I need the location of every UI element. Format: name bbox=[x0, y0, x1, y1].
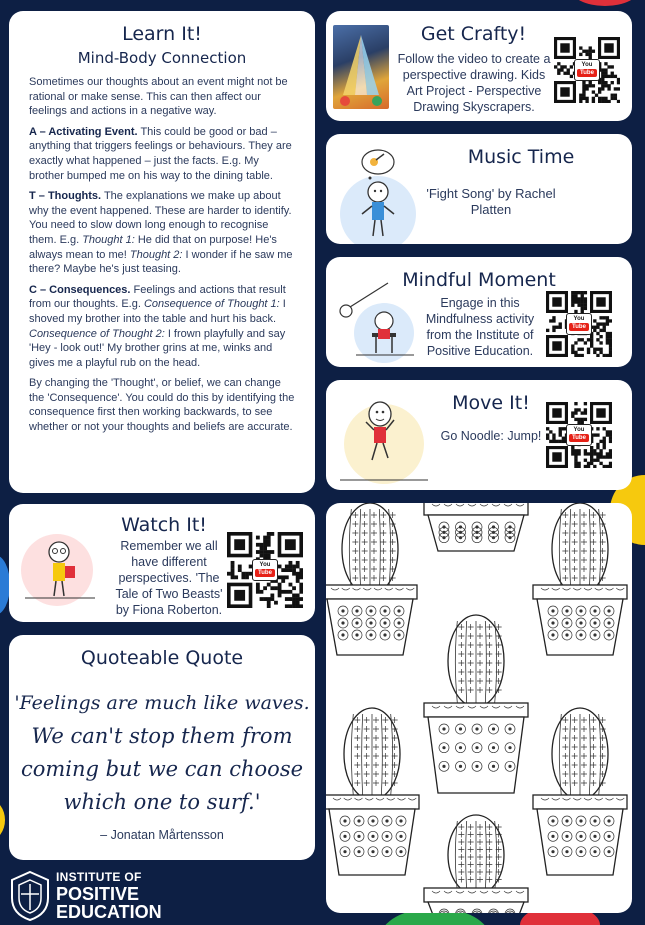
get-crafty-card bbox=[326, 11, 632, 121]
crest-icon bbox=[8, 868, 52, 922]
consequence-1-label: Consequence of Thought 1: bbox=[143, 298, 280, 311]
music-time-card bbox=[326, 134, 632, 244]
move-it-card bbox=[326, 380, 632, 490]
youtube-icon bbox=[566, 424, 592, 446]
consequences-text-1: Feelings and actions that result from our thoughts. E.g. bbox=[29, 283, 286, 311]
logo-line-1: INSTITUTE OF bbox=[56, 870, 142, 884]
consequences-text-3: I frown playfully and say 'Hey - look out!' My brother grins at me, winks and gives me a playful rub on the head. bbox=[29, 327, 286, 369]
perspective-drawing-image bbox=[333, 25, 389, 109]
learn-it-title: Learn It! bbox=[122, 23, 202, 45]
youtube-tube: Tube bbox=[569, 323, 589, 331]
decor-circle-red bbox=[570, 0, 640, 6]
mindful-moment-title: Mindful Moment bbox=[402, 269, 556, 291]
activating-heading: A – Activating Event. bbox=[29, 125, 138, 138]
learn-thoughts bbox=[29, 189, 295, 277]
consequences-heading: C – Consequences. bbox=[29, 283, 131, 296]
learn-consequences bbox=[29, 283, 295, 371]
consequences-text-2: I shoved my brother into the table and hurt his back. bbox=[29, 298, 286, 325]
youtube-tube: Tube bbox=[577, 69, 597, 77]
qr-code-watch[interactable] bbox=[227, 532, 303, 608]
youtube-you: You bbox=[573, 427, 585, 433]
thought-2-label: Thought 2: bbox=[129, 248, 183, 261]
quote-author: – Jonatan Mårtensson bbox=[100, 828, 224, 842]
get-crafty-text: Follow the video to create a perspective drawing. Kids Art Project - Perspective Drawing Skyscrapers. bbox=[397, 52, 551, 114]
mindful-moment-card bbox=[326, 257, 632, 367]
quote-line-3: coming but we can choose bbox=[20, 757, 304, 781]
youtube-you: You bbox=[581, 62, 593, 68]
youtube-tube: Tube bbox=[255, 569, 275, 577]
quote-line-4: which one to surf.' bbox=[63, 790, 261, 814]
thoughts-heading: T – Thoughts. bbox=[29, 190, 102, 203]
mindful-moment-text: Engage in this Mindfulness activity from the Institute of Positive Education. bbox=[425, 296, 535, 358]
learn-activating bbox=[29, 125, 295, 183]
qr-code-crafty[interactable] bbox=[554, 37, 620, 103]
cactus-colouring-illustration bbox=[326, 503, 632, 913]
thoughts-text-3: I wonder if he saw me there? Maybe he's just teasing. bbox=[29, 248, 293, 276]
qr-code-move[interactable] bbox=[546, 402, 612, 468]
thoughts-text-1: The explanations we make up about why the event happened. These are harder to identify. You need to slow down long enough to recognise them. E.g. bbox=[29, 190, 292, 246]
cactus-pattern-image bbox=[326, 503, 632, 913]
youtube-icon bbox=[566, 313, 592, 335]
thought-1-label: Thought 1: bbox=[82, 233, 135, 246]
thoughts-text-2: He did that on purpose! He's always mean to me! bbox=[29, 233, 277, 261]
learn-intro: Sometimes our thoughts about an event might not be rational or make sense. This can then affect our feelings and actions in a negative way. bbox=[29, 76, 288, 118]
youtube-icon bbox=[574, 59, 600, 81]
watch-it-text: Remember we all have different perspectives. 'The Tale of Two Beasts' by Fiona Roberton. bbox=[115, 539, 223, 617]
activating-text: This could be good or bad – anything that triggers feelings or behaviours. They are exactly what happened – just the facts. E.g. My brother bumped me on his way to the dining table. bbox=[29, 125, 292, 182]
skyscraper-drawing-icon bbox=[333, 25, 389, 109]
move-it-text: Go Noodle: Jump! bbox=[440, 429, 542, 443]
qr-code-mindful[interactable] bbox=[546, 291, 612, 357]
quote-card bbox=[9, 635, 315, 860]
move-illustration bbox=[332, 392, 432, 486]
learn-closing: By changing the 'Thought', or belief, we can change the 'Consequence'. You could do this by identifying the consequence first then working backwards, to see whether or not your thoughts and beliefs are accurate. bbox=[29, 377, 295, 434]
learn-it-body bbox=[29, 75, 295, 435]
quote-text bbox=[9, 687, 315, 819]
move-it-title: Move It! bbox=[452, 392, 530, 414]
get-crafty-title: Get Crafty! bbox=[420, 23, 527, 45]
youtube-tube: Tube bbox=[569, 434, 589, 442]
institute-logo bbox=[8, 868, 208, 922]
watch-it-card bbox=[9, 504, 315, 622]
music-time-text: 'Fight Song' by Rachel Platten bbox=[426, 186, 556, 217]
decor-circle-yellow-bottom bbox=[0, 800, 5, 840]
quote-title: Quoteable Quote bbox=[80, 647, 244, 669]
learn-it-subtitle: Mind-Body Connection bbox=[77, 49, 247, 67]
music-time-title: Music Time bbox=[467, 146, 575, 168]
youtube-you: You bbox=[259, 562, 271, 568]
youtube-icon bbox=[252, 559, 278, 581]
watch-illustration bbox=[15, 526, 105, 616]
quote-line-2: We can't stop them from bbox=[31, 724, 293, 748]
logo-line-2: POSITIVE bbox=[56, 884, 140, 904]
quote-line-1: 'Feelings are much like waves. bbox=[14, 692, 310, 714]
music-illustration bbox=[330, 144, 430, 244]
learn-it-card bbox=[9, 11, 315, 493]
consequence-2-label: Consequence of Thought 2: bbox=[29, 327, 165, 340]
watch-it-title: Watch It! bbox=[121, 514, 207, 536]
youtube-you: You bbox=[573, 316, 585, 322]
logo-line-3: EDUCATION bbox=[56, 902, 162, 922]
